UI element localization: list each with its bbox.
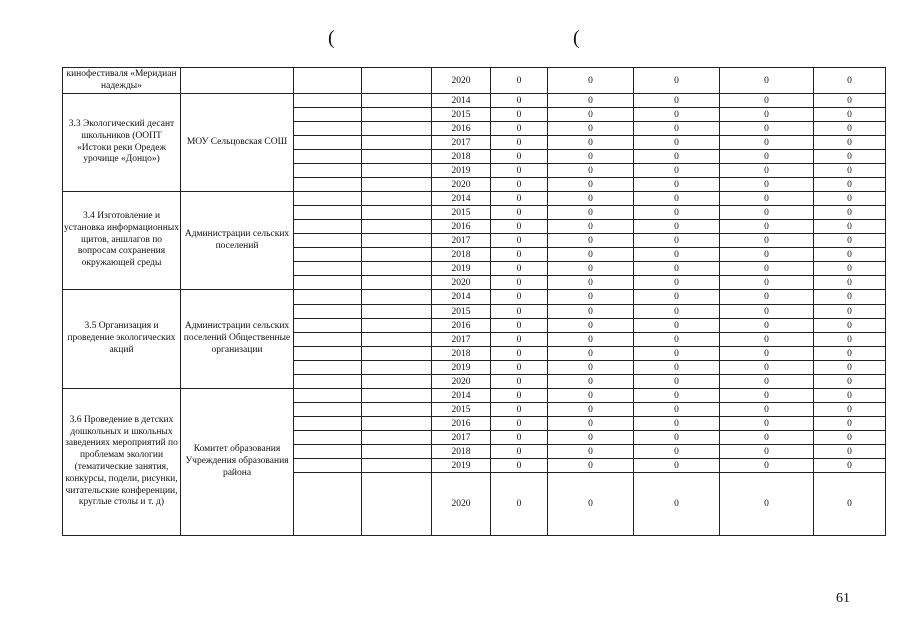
empty-cell (362, 122, 432, 136)
empty-cell (294, 206, 362, 220)
year-cell: 2016 (432, 220, 491, 234)
value-cell: 0 (634, 206, 720, 220)
empty-cell (294, 305, 362, 319)
value-cell: 0 (491, 262, 548, 276)
value-cell: 0 (634, 192, 720, 206)
executor-cell: МОУ Сельцовская СОШ (181, 94, 294, 192)
empty-cell (362, 347, 432, 361)
value-cell: 0 (720, 445, 814, 459)
empty-cell (294, 248, 362, 262)
empty-cell (362, 290, 432, 305)
value-cell: 0 (720, 431, 814, 445)
value-cell: 0 (491, 276, 548, 290)
value-cell: 0 (720, 403, 814, 417)
value-cell: 0 (548, 403, 634, 417)
value-cell: 0 (491, 94, 548, 108)
empty-cell (294, 319, 362, 333)
empty-cell (362, 94, 432, 108)
page-number: 61 (836, 591, 850, 606)
empty-cell (294, 234, 362, 248)
value-cell: 0 (634, 417, 720, 431)
value-cell: 0 (634, 361, 720, 375)
value-cell: 0 (720, 333, 814, 347)
empty-cell (294, 333, 362, 347)
empty-cell (362, 192, 432, 206)
year-cell: 2020 (432, 375, 491, 389)
activity-title: 3.4 Изготовление и установка информационных щитов, аншлагов по вопросам сохранения окружающей среды (63, 192, 181, 290)
value-cell: 0 (720, 375, 814, 389)
value-cell: 0 (814, 122, 886, 136)
executor-cell (181, 68, 294, 94)
value-cell: 0 (548, 431, 634, 445)
value-cell: 0 (491, 150, 548, 164)
value-cell: 0 (491, 445, 548, 459)
year-cell: 2015 (432, 206, 491, 220)
year-cell: 2014 (432, 389, 491, 403)
value-cell: 0 (548, 375, 634, 389)
value-cell: 0 (491, 234, 548, 248)
empty-cell (294, 389, 362, 403)
value-cell: 0 (814, 68, 886, 94)
empty-cell (362, 164, 432, 178)
value-cell: 0 (720, 319, 814, 333)
empty-cell (362, 459, 432, 473)
empty-cell (294, 473, 362, 536)
empty-cell (294, 375, 362, 389)
value-cell: 0 (814, 164, 886, 178)
table-body (63, 68, 886, 536)
value-cell: 0 (548, 150, 634, 164)
empty-cell (362, 389, 432, 403)
value-cell: 0 (548, 319, 634, 333)
empty-cell (362, 403, 432, 417)
table-row (63, 290, 886, 305)
value-cell: 0 (634, 319, 720, 333)
value-cell: 0 (491, 375, 548, 389)
year-cell: 2016 (432, 417, 491, 431)
value-cell: 0 (720, 262, 814, 276)
value-cell: 0 (491, 122, 548, 136)
empty-cell (294, 220, 362, 234)
value-cell: 0 (720, 276, 814, 290)
value-cell: 0 (491, 347, 548, 361)
value-cell: 0 (548, 108, 634, 122)
value-cell: 0 (548, 445, 634, 459)
value-cell: 0 (491, 108, 548, 122)
year-cell: 2020 (432, 276, 491, 290)
value-cell: 0 (634, 94, 720, 108)
empty-cell (362, 361, 432, 375)
value-cell: 0 (720, 68, 814, 94)
value-cell: 0 (634, 108, 720, 122)
empty-cell (294, 459, 362, 473)
value-cell: 0 (720, 150, 814, 164)
empty-cell (362, 319, 432, 333)
empty-cell (294, 178, 362, 192)
value-cell: 0 (814, 417, 886, 431)
year-cell: 2020 (432, 178, 491, 192)
table-row (63, 68, 886, 94)
empty-cell (362, 178, 432, 192)
value-cell: 0 (814, 431, 886, 445)
table-row (63, 389, 886, 403)
value-cell: 0 (548, 178, 634, 192)
value-cell: 0 (548, 262, 634, 276)
value-cell: 0 (814, 276, 886, 290)
year-cell: 2016 (432, 319, 491, 333)
value-cell: 0 (548, 192, 634, 206)
header-paren-left: ( (328, 27, 335, 49)
value-cell: 0 (720, 164, 814, 178)
value-cell: 0 (814, 305, 886, 319)
year-cell: 2018 (432, 150, 491, 164)
empty-cell (294, 164, 362, 178)
value-cell: 0 (548, 333, 634, 347)
value-cell: 0 (491, 431, 548, 445)
empty-cell (362, 220, 432, 234)
value-cell: 0 (491, 473, 548, 536)
value-cell: 0 (814, 459, 886, 473)
empty-cell (294, 122, 362, 136)
empty-cell (294, 192, 362, 206)
value-cell: 0 (548, 206, 634, 220)
empty-cell (362, 333, 432, 347)
value-cell: 0 (720, 248, 814, 262)
value-cell: 0 (548, 122, 634, 136)
value-cell: 0 (814, 150, 886, 164)
empty-cell (362, 276, 432, 290)
value-cell: 0 (720, 108, 814, 122)
value-cell: 0 (634, 234, 720, 248)
program-table (62, 67, 886, 536)
empty-cell (362, 473, 432, 536)
year-cell: 2019 (432, 361, 491, 375)
value-cell: 0 (814, 333, 886, 347)
value-cell: 0 (814, 94, 886, 108)
empty-cell (362, 375, 432, 389)
value-cell: 0 (491, 361, 548, 375)
value-cell: 0 (548, 234, 634, 248)
value-cell: 0 (634, 389, 720, 403)
value-cell: 0 (548, 220, 634, 234)
year-cell: 2017 (432, 136, 491, 150)
value-cell: 0 (720, 417, 814, 431)
value-cell: 0 (814, 445, 886, 459)
value-cell: 0 (491, 136, 548, 150)
value-cell: 0 (634, 375, 720, 389)
year-cell: 2019 (432, 262, 491, 276)
value-cell: 0 (814, 192, 886, 206)
value-cell: 0 (548, 389, 634, 403)
empty-cell (294, 445, 362, 459)
year-cell: 2020 (432, 68, 491, 94)
year-cell: 2019 (432, 459, 491, 473)
value-cell: 0 (720, 290, 814, 305)
value-cell: 0 (814, 389, 886, 403)
value-cell: 0 (720, 347, 814, 361)
value-cell: 0 (548, 459, 634, 473)
empty-cell (294, 361, 362, 375)
value-cell: 0 (634, 248, 720, 262)
value-cell: 0 (634, 220, 720, 234)
value-cell: 0 (548, 361, 634, 375)
empty-cell (362, 68, 432, 94)
value-cell: 0 (634, 459, 720, 473)
value-cell: 0 (720, 94, 814, 108)
year-cell: 2015 (432, 108, 491, 122)
value-cell: 0 (491, 192, 548, 206)
value-cell: 0 (814, 375, 886, 389)
value-cell: 0 (491, 459, 548, 473)
value-cell: 0 (814, 403, 886, 417)
value-cell: 0 (814, 248, 886, 262)
value-cell: 0 (548, 164, 634, 178)
value-cell: 0 (634, 136, 720, 150)
value-cell: 0 (634, 122, 720, 136)
executor-cell: Администрации сельских поселений Общественные организации (181, 290, 294, 389)
year-cell: 2016 (432, 122, 491, 136)
value-cell: 0 (548, 248, 634, 262)
empty-cell (362, 417, 432, 431)
value-cell: 0 (720, 234, 814, 248)
value-cell: 0 (720, 136, 814, 150)
value-cell: 0 (814, 347, 886, 361)
value-cell: 0 (548, 347, 634, 361)
empty-cell (294, 403, 362, 417)
value-cell: 0 (634, 178, 720, 192)
value-cell: 0 (491, 389, 548, 403)
year-cell: 2014 (432, 192, 491, 206)
value-cell: 0 (634, 305, 720, 319)
year-cell: 2015 (432, 403, 491, 417)
value-cell: 0 (634, 150, 720, 164)
value-cell: 0 (634, 68, 720, 94)
header-paren-right: ( (573, 27, 580, 49)
empty-cell (294, 94, 362, 108)
value-cell: 0 (548, 276, 634, 290)
empty-cell (362, 150, 432, 164)
value-cell: 0 (814, 290, 886, 305)
year-cell: 2015 (432, 305, 491, 319)
value-cell: 0 (720, 192, 814, 206)
empty-cell (294, 417, 362, 431)
value-cell: 0 (634, 403, 720, 417)
value-cell: 0 (814, 178, 886, 192)
value-cell: 0 (720, 389, 814, 403)
value-cell: 0 (720, 459, 814, 473)
year-cell: 2017 (432, 234, 491, 248)
year-cell: 2019 (432, 164, 491, 178)
value-cell: 0 (634, 473, 720, 536)
value-cell: 0 (634, 431, 720, 445)
value-cell: 0 (491, 403, 548, 417)
value-cell: 0 (491, 290, 548, 305)
year-cell: 2018 (432, 248, 491, 262)
value-cell: 0 (548, 305, 634, 319)
value-cell: 0 (720, 178, 814, 192)
value-cell: 0 (814, 234, 886, 248)
table-row (63, 192, 886, 206)
empty-cell (362, 136, 432, 150)
value-cell: 0 (814, 206, 886, 220)
empty-cell (362, 262, 432, 276)
value-cell: 0 (814, 108, 886, 122)
table-row (63, 94, 886, 108)
value-cell: 0 (814, 262, 886, 276)
activity-title: 3.3 Экологический десант школьников (ООПТ «Истоки реки Оредеж урочище «Донцо») (63, 94, 181, 192)
value-cell: 0 (634, 290, 720, 305)
empty-cell (294, 262, 362, 276)
empty-cell (294, 108, 362, 122)
activity-title: 3.6 Проведение в детских дошкольных и школьных заведениях мероприятий по проблемам экологии (тематические занятия, конкурсы, подели, рисунки, читательские конференции, круглые столы и т. д) (63, 389, 181, 536)
value-cell: 0 (720, 305, 814, 319)
activity-title: 3.5 Организация и проведение экологических акций (63, 290, 181, 389)
value-cell: 0 (814, 136, 886, 150)
empty-cell (362, 445, 432, 459)
value-cell: 0 (491, 68, 548, 94)
empty-cell (294, 347, 362, 361)
value-cell: 0 (634, 347, 720, 361)
year-cell: 2020 (432, 473, 491, 536)
year-cell: 2018 (432, 347, 491, 361)
year-cell: 2018 (432, 445, 491, 459)
executor-cell: Комитет образования Учреждения образования района (181, 389, 294, 536)
year-cell: 2017 (432, 431, 491, 445)
value-cell: 0 (548, 417, 634, 431)
value-cell: 0 (548, 136, 634, 150)
value-cell: 0 (491, 220, 548, 234)
empty-cell (362, 431, 432, 445)
empty-cell (294, 136, 362, 150)
value-cell: 0 (634, 276, 720, 290)
value-cell: 0 (634, 445, 720, 459)
value-cell: 0 (814, 220, 886, 234)
empty-cell (362, 108, 432, 122)
value-cell: 0 (720, 361, 814, 375)
value-cell: 0 (548, 94, 634, 108)
value-cell: 0 (814, 319, 886, 333)
value-cell: 0 (634, 262, 720, 276)
value-cell: 0 (814, 361, 886, 375)
value-cell: 0 (720, 220, 814, 234)
empty-cell (294, 431, 362, 445)
activity-title: кинофестиваля «Меридиан надежды» (63, 68, 181, 94)
value-cell: 0 (491, 333, 548, 347)
value-cell: 0 (491, 417, 548, 431)
year-cell: 2014 (432, 94, 491, 108)
empty-cell (362, 234, 432, 248)
empty-cell (294, 68, 362, 94)
value-cell: 0 (491, 248, 548, 262)
value-cell: 0 (720, 122, 814, 136)
year-cell: 2014 (432, 290, 491, 305)
value-cell: 0 (491, 319, 548, 333)
empty-cell (294, 276, 362, 290)
value-cell: 0 (634, 164, 720, 178)
value-cell: 0 (548, 290, 634, 305)
value-cell: 0 (491, 178, 548, 192)
value-cell: 0 (491, 305, 548, 319)
value-cell: 0 (720, 473, 814, 536)
value-cell: 0 (634, 333, 720, 347)
empty-cell (362, 206, 432, 220)
value-cell: 0 (814, 473, 886, 536)
empty-cell (294, 150, 362, 164)
year-cell: 2017 (432, 333, 491, 347)
value-cell: 0 (548, 68, 634, 94)
empty-cell (362, 305, 432, 319)
value-cell: 0 (548, 473, 634, 536)
value-cell: 0 (491, 206, 548, 220)
empty-cell (294, 290, 362, 305)
value-cell: 0 (491, 164, 548, 178)
value-cell: 0 (720, 206, 814, 220)
empty-cell (362, 248, 432, 262)
executor-cell: Администрации сельских поселений (181, 192, 294, 290)
